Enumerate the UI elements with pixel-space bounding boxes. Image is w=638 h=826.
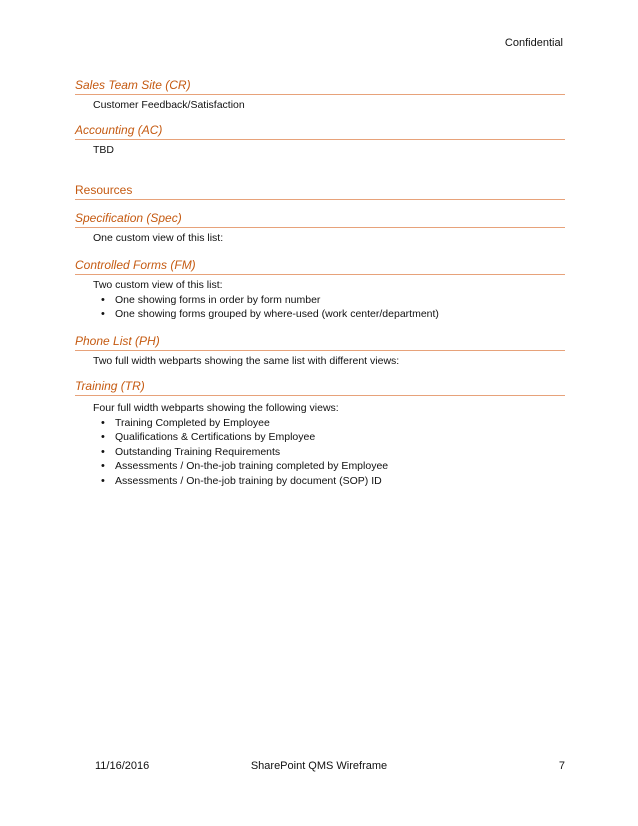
section-heading: Controlled Forms (FM) <box>75 258 565 275</box>
section-controlled-forms <box>75 258 565 322</box>
section-training <box>75 379 565 488</box>
section-resources <box>75 183 565 200</box>
section-heading: Sales Team Site (CR) <box>75 78 565 95</box>
list-item: • Qualifications & Certifications by Employee <box>101 430 565 445</box>
section-heading: Accounting (AC) <box>75 123 565 140</box>
section-text: One custom view of this list: <box>93 232 224 244</box>
bullet-list <box>101 293 565 322</box>
section-heading: Training (TR) <box>75 379 565 396</box>
section-sales-team-site <box>75 78 565 113</box>
footer-page-number: 7 <box>558 760 565 772</box>
list-item: • Assessments / On-the-job training by document (SOP) ID <box>101 474 565 489</box>
list-item: • Training Completed by Employee <box>101 416 565 431</box>
section-text: TBD <box>93 144 114 156</box>
section-specification <box>75 211 565 246</box>
section-text: Two full width webparts showing the same list with different views: <box>93 355 400 367</box>
section-heading: Resources <box>75 183 565 200</box>
bullet-list <box>101 416 565 489</box>
list-item: • One showing forms in order by form number <box>101 293 565 308</box>
header-confidential: Confidential <box>504 37 563 49</box>
section-text: Four full width webparts showing the following views: <box>93 402 339 414</box>
list-item: • Outstanding Training Requirements <box>101 445 565 460</box>
section-heading: Specification (Spec) <box>75 211 565 228</box>
section-text: Two custom view of this list: <box>93 279 223 291</box>
list-item: • Assessments / On-the-job training completed by Employee <box>101 459 565 474</box>
section-heading: Phone List (PH) <box>75 334 565 351</box>
footer-date: 11/16/2016 <box>95 760 150 772</box>
section-accounting <box>75 123 565 158</box>
section-text: Customer Feedback/Satisfaction <box>93 99 245 111</box>
footer-title: SharePoint QMS Wireframe <box>250 760 388 772</box>
section-phone-list <box>75 334 565 369</box>
list-item: • One showing forms grouped by where-used (work center/department) <box>101 307 565 322</box>
